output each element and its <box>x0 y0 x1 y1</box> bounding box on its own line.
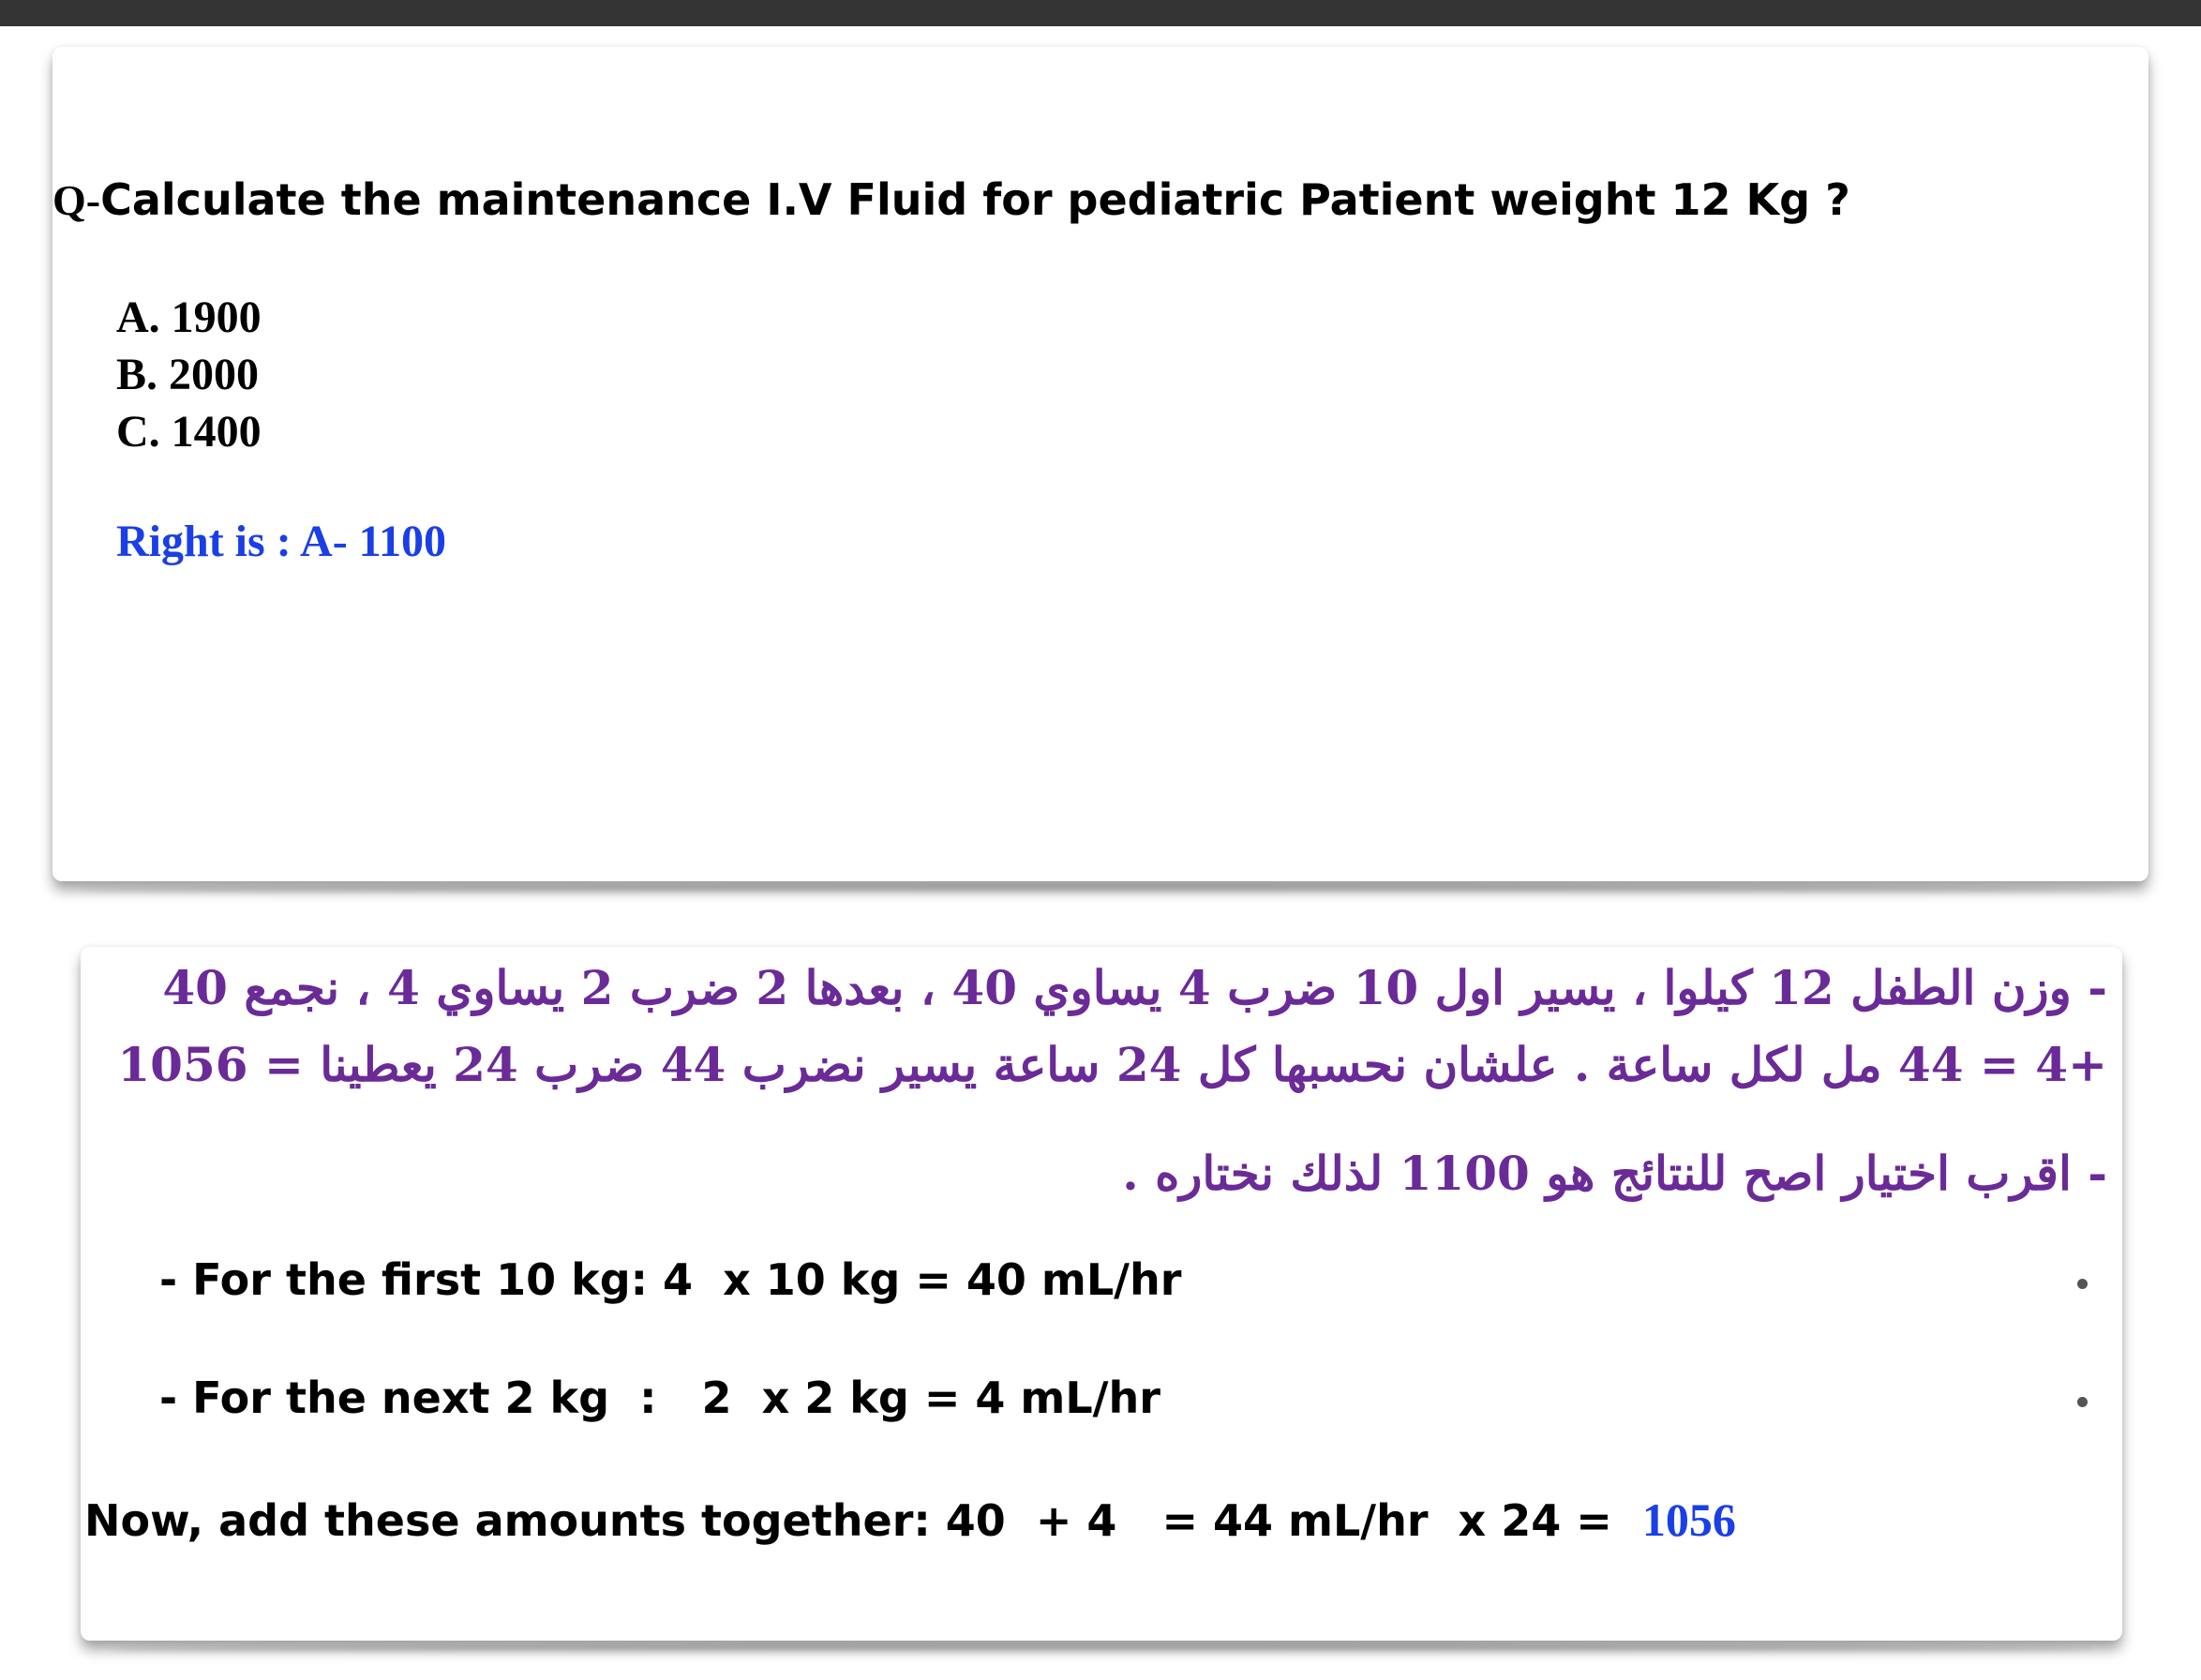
step-next-2kg: - For the next 2 kg : 2 x 2 kg = 4 mL/hr <box>159 1372 1160 1423</box>
option-c-value: 1400 <box>171 407 262 457</box>
question-body: Calculate the maintenance I.V Fluid for pediatric Patient weight 12 Kg ? <box>100 174 1850 225</box>
bullet-dot-2 <box>2077 1397 2088 1407</box>
total-prefix: Now, add these amounts together: 40 + 4 = 44 mL/hr x 24 = <box>84 1495 1642 1546</box>
bullet-dot-1 <box>2077 1279 2088 1289</box>
option-c <box>116 403 262 460</box>
option-a <box>116 289 262 346</box>
option-a-value: 1900 <box>171 292 262 342</box>
question-text <box>52 174 1850 225</box>
total-result: 1056 <box>1641 1493 1736 1546</box>
right-answer: Right is : A- 1100 <box>116 517 447 566</box>
option-c-letter: C. <box>116 407 160 457</box>
option-b <box>116 346 262 403</box>
question-prefix: Q- <box>52 176 101 224</box>
arabic-explanation-line-3: - اقرب اختيار اصح للنتائج هو 1100 لذلك نختاره . <box>1122 1146 2107 1201</box>
arabic-explanation-line-2: +4 = 44 مل لكل ساعة . علشان نحسبها كل 24 ساعة يسير نضرب 44 ضرب 24 يعطينا = 1056 <box>117 1037 2107 1092</box>
total-calculation <box>84 1492 1736 1547</box>
arabic-explanation-line-1: - وزن الطفل 12 كيلوا ، يسير اول 10 ضرب 4 يساوي 40 ، بعدها 2 ضرب 2 يساوي 4 ، نجمع 40 <box>162 960 2107 1015</box>
step-first-10kg: - For the first 10 kg: 4 x 10 kg = 40 mL/hr <box>159 1254 1182 1305</box>
option-b-value: 2000 <box>169 350 260 399</box>
question-card <box>52 47 2149 881</box>
options-list <box>116 289 262 460</box>
option-b-letter: B. <box>116 350 158 399</box>
top-bar <box>0 0 2201 26</box>
option-a-letter: A. <box>116 292 160 342</box>
